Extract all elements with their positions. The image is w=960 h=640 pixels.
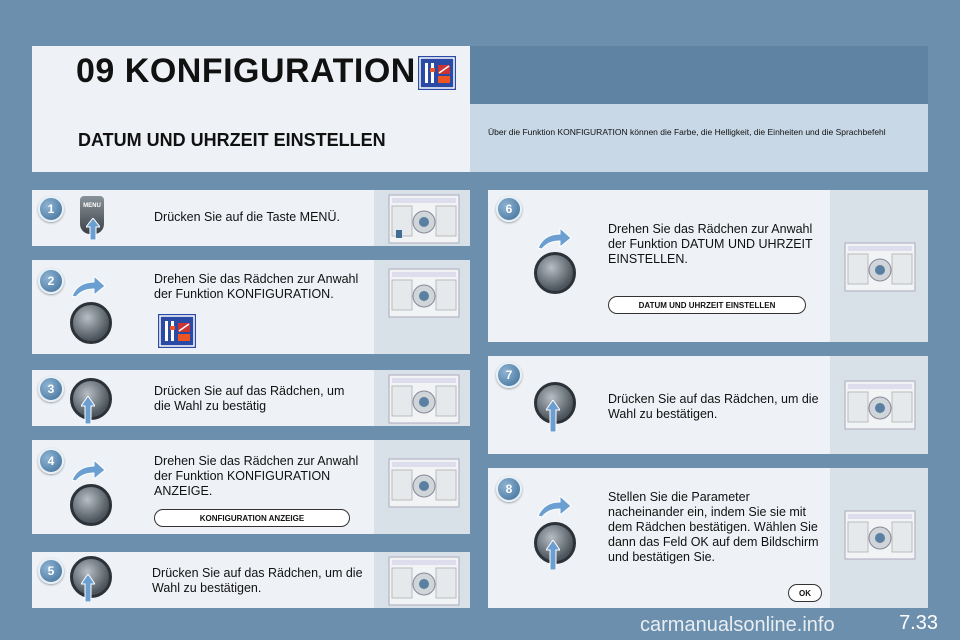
section-title: DATUM UND UHRZEIT EINSTELLEN <box>78 130 386 150</box>
control-panel-icon <box>388 268 460 323</box>
step-number-6: 6 <box>496 196 522 222</box>
step-number-1: 1 <box>38 196 64 222</box>
rotate-arrow-icon <box>70 460 106 487</box>
step-text-6: Drehen Sie das Rädchen zur Anwahl der Funktion DATUM UND UHRZEIT EINSTELLEN. <box>608 222 813 266</box>
control-panel-icon <box>388 556 460 611</box>
config-icon <box>418 56 456 90</box>
step-text-4: Drehen Sie das Rädchen zur Anwahl der Funktion KONFIGURATION ANZEIGE. <box>154 454 359 498</box>
chapter-title: 09 KONFIGURATION <box>76 52 416 90</box>
header-band <box>470 46 928 104</box>
rotary-knob-icon <box>534 252 576 294</box>
press-arrow-icon <box>81 396 95 429</box>
press-arrow-icon <box>546 540 560 575</box>
control-panel-icon <box>844 242 916 297</box>
press-arrow-icon <box>86 218 100 245</box>
control-panel-icon <box>388 374 460 429</box>
page-number: 7.33 <box>899 612 938 634</box>
step-number-4: 4 <box>38 448 64 474</box>
step-number-3: 3 <box>38 376 64 402</box>
press-arrow-icon <box>81 574 95 607</box>
menu-label-pill: DATUM UND UHRZEIT EINSTELLEN <box>608 296 806 314</box>
rotary-knob-icon <box>70 302 112 344</box>
menu-button-icon: MENU <box>80 196 104 234</box>
intro-text: Über die Funktion KONFIGURATION können die Farbe, die Helligkeit, die Einheiten und die Sprachbefehl <box>488 127 886 137</box>
step-text-5: Drücken Sie auf das Rädchen, um die Wahl zu bestätigen. <box>152 566 363 595</box>
step-text-8: Stellen Sie die Parameter nacheinander ein, indem Sie sie mit dem Rädchen bestätigen. Wählen Sie dann das Feld OK auf dem Bildschirm und bestätigen Sie. <box>608 490 819 564</box>
step-number-5: 5 <box>38 558 64 584</box>
control-panel-icon <box>844 380 916 435</box>
rotate-arrow-icon <box>536 228 572 255</box>
step-number-2: 2 <box>38 268 64 294</box>
control-panel-icon <box>844 510 916 565</box>
rotate-arrow-icon <box>70 276 106 303</box>
step-number-7: 7 <box>496 362 522 388</box>
ok-pill: OK <box>788 584 822 602</box>
menu-label-pill: KONFIGURATION ANZEIGE <box>154 509 350 527</box>
step-text-2: Drehen Sie das Rädchen zur Anwahl der Funktion KONFIGURATION. <box>154 272 359 301</box>
control-panel-icon <box>388 458 460 513</box>
rotate-arrow-icon <box>536 496 572 523</box>
config-icon <box>158 314 196 348</box>
step-text-7: Drücken Sie auf das Rädchen, um die Wahl zu bestätigen. <box>608 392 819 421</box>
step-number-8: 8 <box>496 476 522 502</box>
step-text-3: Drücken Sie auf das Rädchen, um die Wahl zu bestätig <box>154 384 345 413</box>
press-arrow-icon <box>546 400 560 437</box>
step-text-1: Drücken Sie auf die Taste MENÜ. <box>154 210 340 224</box>
control-panel-icon <box>388 194 460 249</box>
rotary-knob-icon <box>70 484 112 526</box>
watermark: carmanualsonline.info <box>640 614 835 636</box>
